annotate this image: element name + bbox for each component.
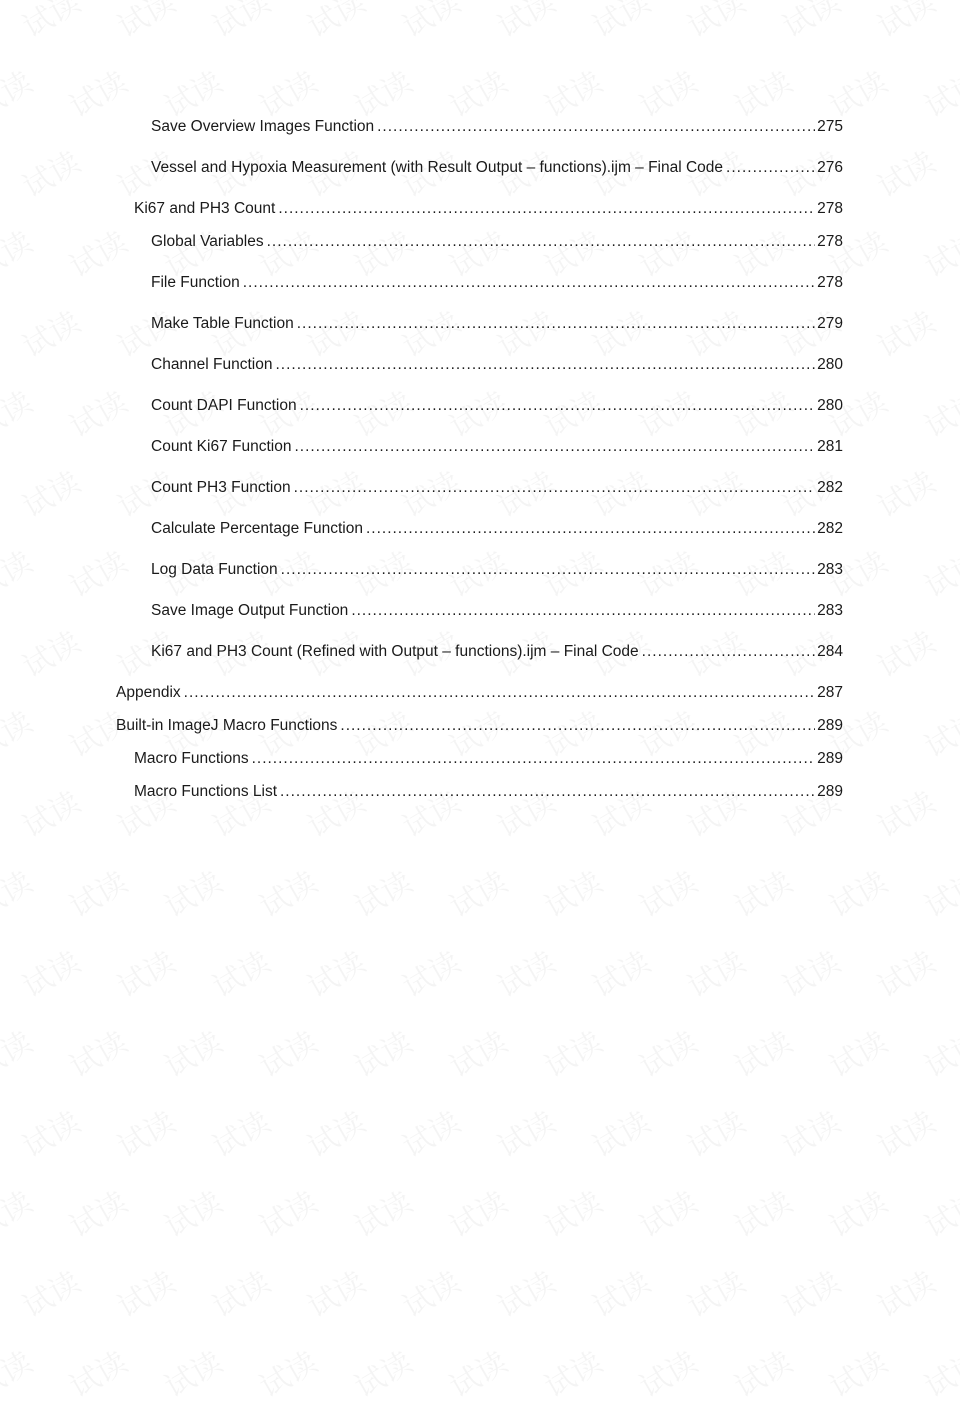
toc-entry-ki67-ph3-count[interactable] xyxy=(134,198,843,220)
watermark-text xyxy=(250,1338,324,1406)
watermark-text xyxy=(440,1018,514,1086)
watermark-text xyxy=(868,0,942,46)
watermark-text xyxy=(773,1258,847,1326)
watermark-text xyxy=(488,0,562,46)
toc-entry-title: Appendix xyxy=(116,684,181,701)
toc-entry-title: Make Table Function xyxy=(151,315,294,332)
watermark-text xyxy=(0,538,39,606)
toc-entry-count-ph3-function[interactable] xyxy=(151,477,843,499)
watermark-text xyxy=(155,1338,229,1406)
watermark-text xyxy=(0,1338,39,1406)
toc-entry-page: 283 xyxy=(817,561,843,578)
watermark-text xyxy=(773,1098,847,1166)
watermark-text xyxy=(203,1098,277,1166)
toc-entry-page: 289 xyxy=(817,717,843,734)
watermark-text xyxy=(13,938,87,1006)
watermark-text xyxy=(535,858,609,926)
toc-entry-macro-functions[interactable] xyxy=(134,748,843,770)
watermark-text xyxy=(60,538,134,606)
watermark-text xyxy=(678,938,752,1006)
toc-entry-count-ki67-function[interactable] xyxy=(151,436,843,458)
toc-entry-save-overview-images[interactable] xyxy=(151,116,843,138)
toc-entry-title: Ki67 and PH3 Count (Refined with Output – functions).ijm – Final Code xyxy=(151,643,639,660)
toc-entry-title: Macro Functions xyxy=(134,750,249,767)
watermark-text xyxy=(250,858,324,926)
toc-entry-log-data-function[interactable] xyxy=(151,559,843,581)
watermark-text xyxy=(108,0,182,46)
toc-dot-leader xyxy=(642,641,815,663)
watermark-text xyxy=(773,0,847,46)
toc-entry-page: 283 xyxy=(817,602,843,619)
toc-entry-vessel-hypoxia-final-code[interactable] xyxy=(151,157,843,179)
watermark-text xyxy=(440,1338,514,1406)
watermark-text xyxy=(630,1018,704,1086)
toc-entry-title: Vessel and Hypoxia Measurement (with Result Output – functions).ijm – Final Code xyxy=(151,159,724,176)
watermark-text xyxy=(203,0,277,46)
watermark-text xyxy=(298,938,372,1006)
toc-entry-page: 289 xyxy=(817,783,843,800)
watermark-text xyxy=(678,1258,752,1326)
watermark-text xyxy=(13,458,87,526)
toc-entry-page: 289 xyxy=(817,750,843,767)
watermark-text xyxy=(0,1178,39,1246)
toc-entry-page: 279 xyxy=(817,315,843,332)
watermark-text xyxy=(345,1018,419,1086)
watermark-text xyxy=(915,218,960,286)
toc-entry-page: 281 xyxy=(817,438,843,455)
toc-entry-title: Ki67 and PH3 Count xyxy=(134,200,276,217)
toc-dot-leader xyxy=(243,272,815,294)
toc-dot-leader xyxy=(366,518,815,540)
watermark-text xyxy=(868,778,942,846)
watermark-text xyxy=(345,1338,419,1406)
toc-dot-leader xyxy=(300,395,816,417)
watermark-text xyxy=(535,1338,609,1406)
watermark-text xyxy=(108,1258,182,1326)
toc-entry-make-table-function[interactable] xyxy=(151,313,843,335)
watermark-text xyxy=(535,1018,609,1086)
toc-dot-leader xyxy=(184,682,815,704)
watermark-text xyxy=(298,1098,372,1166)
watermark-text xyxy=(0,698,39,766)
toc-entry-page: 284 xyxy=(817,643,843,660)
watermark-text xyxy=(915,858,960,926)
watermark-text xyxy=(488,1258,562,1326)
toc-entry-page: 278 xyxy=(817,200,843,217)
toc-entry-ki67-ph3-final-code[interactable] xyxy=(151,641,843,663)
toc-entry-page: 287 xyxy=(817,684,843,701)
watermark-text xyxy=(13,1098,87,1166)
watermark-text xyxy=(13,138,87,206)
toc-dot-leader xyxy=(297,313,815,335)
watermark-text xyxy=(0,858,39,926)
watermark-text xyxy=(0,58,39,126)
watermark-text xyxy=(868,618,942,686)
watermark-text xyxy=(915,698,960,766)
toc-entry-title: Log Data Function xyxy=(151,561,278,578)
watermark-text xyxy=(678,1098,752,1166)
watermark-text xyxy=(820,1018,894,1086)
watermark-text xyxy=(203,938,277,1006)
toc-entry-title: Global Variables xyxy=(151,233,264,250)
toc-dot-leader xyxy=(252,748,816,770)
watermark-text xyxy=(13,1258,87,1326)
watermark-text xyxy=(250,1178,324,1246)
toc-entry-builtin-imagej-macro-functions[interactable] xyxy=(116,715,843,737)
watermark-text xyxy=(773,938,847,1006)
watermark-text xyxy=(535,1178,609,1246)
toc-entry-page: 275 xyxy=(817,118,843,135)
watermark-text xyxy=(488,1098,562,1166)
watermark-text xyxy=(0,378,39,446)
watermark-text xyxy=(108,1098,182,1166)
watermark-text xyxy=(393,938,467,1006)
toc-dot-leader xyxy=(281,559,815,581)
watermark-text xyxy=(13,298,87,366)
watermark-text xyxy=(13,618,87,686)
watermark-text xyxy=(915,378,960,446)
watermark-text xyxy=(203,1258,277,1326)
watermark-text xyxy=(868,138,942,206)
toc-entry-page: 280 xyxy=(817,356,843,373)
watermark-text xyxy=(868,1258,942,1326)
toc-entry-calculate-percentage-function[interactable] xyxy=(151,518,843,540)
toc-entry-page: 282 xyxy=(817,520,843,537)
toc-dot-leader xyxy=(340,715,815,737)
watermark-text xyxy=(868,298,942,366)
toc-dot-leader xyxy=(280,781,815,803)
watermark-text xyxy=(60,1018,134,1086)
watermark-text xyxy=(393,1098,467,1166)
watermark-text xyxy=(820,1338,894,1406)
watermark-text xyxy=(630,858,704,926)
watermark-text xyxy=(488,938,562,1006)
toc-entry-title: Save Overview Images Function xyxy=(151,118,375,135)
toc-entry-file-function[interactable] xyxy=(151,272,843,294)
toc-entry-macro-functions-list[interactable] xyxy=(134,781,843,803)
toc-dot-leader xyxy=(377,116,815,138)
watermark-text xyxy=(583,0,657,46)
watermark-text xyxy=(155,1178,229,1246)
toc-entry-page: 282 xyxy=(817,479,843,496)
watermark-text xyxy=(13,778,87,846)
watermark-text xyxy=(678,0,752,46)
toc-entry-title: Calculate Percentage Function xyxy=(151,520,363,537)
watermark-text xyxy=(0,1018,39,1086)
toc-dot-leader xyxy=(294,436,815,458)
watermark-text xyxy=(155,1018,229,1086)
toc-dot-leader xyxy=(351,600,815,622)
watermark-text xyxy=(630,1338,704,1406)
toc-entry-title: Macro Functions List xyxy=(134,783,277,800)
toc-entry-title: File Function xyxy=(151,274,240,291)
toc-entry-title: Count DAPI Function xyxy=(151,397,297,414)
toc-entry-channel-function[interactable] xyxy=(151,354,843,376)
watermark-text xyxy=(725,1338,799,1406)
toc-dot-leader xyxy=(267,231,816,253)
toc-entry-count-dapi-function[interactable] xyxy=(151,395,843,417)
watermark-text xyxy=(630,1178,704,1246)
watermark-text xyxy=(60,378,134,446)
watermark-text xyxy=(298,0,372,46)
watermark-text xyxy=(345,1178,419,1246)
watermark-text xyxy=(915,1018,960,1086)
watermark-text xyxy=(13,0,87,46)
watermark-text xyxy=(915,1178,960,1246)
toc-dot-leader xyxy=(276,354,816,376)
watermark-text xyxy=(108,938,182,1006)
watermark-text xyxy=(725,1178,799,1246)
watermark-text xyxy=(868,458,942,526)
watermark-text xyxy=(583,1098,657,1166)
toc-entry-title: Count Ki67 Function xyxy=(151,438,292,455)
watermark-text xyxy=(915,58,960,126)
watermark-text xyxy=(868,938,942,1006)
toc-entry-global-variables[interactable] xyxy=(151,231,843,253)
toc-entry-title: Built-in ImageJ Macro Functions xyxy=(116,717,338,734)
toc-entry-title: Channel Function xyxy=(151,356,273,373)
watermark-text xyxy=(0,218,39,286)
watermark-text xyxy=(868,1098,942,1166)
watermark-text xyxy=(393,0,467,46)
watermark-text xyxy=(250,1018,324,1086)
toc-entry-page: 278 xyxy=(817,233,843,250)
toc-dot-leader xyxy=(726,157,815,179)
toc-dot-leader xyxy=(294,477,816,499)
watermark-text xyxy=(583,938,657,1006)
toc-entry-title: Count PH3 Function xyxy=(151,479,291,496)
watermark-text xyxy=(60,218,134,286)
toc-dot-leader xyxy=(278,198,815,220)
watermark-text xyxy=(440,1178,514,1246)
watermark-text xyxy=(915,1338,960,1406)
watermark-text xyxy=(440,858,514,926)
watermark-text xyxy=(60,1178,134,1246)
watermark-text xyxy=(915,538,960,606)
toc-entry-title: Save Image Output Function xyxy=(151,602,349,619)
toc-entry-appendix[interactable] xyxy=(116,682,843,704)
watermark-text xyxy=(60,1338,134,1406)
watermark-text xyxy=(820,858,894,926)
toc-entry-save-image-output-function[interactable] xyxy=(151,600,843,622)
watermark-text xyxy=(725,858,799,926)
watermark-text xyxy=(60,858,134,926)
watermark-text xyxy=(60,58,134,126)
toc-entry-page: 278 xyxy=(817,274,843,291)
watermark-text xyxy=(345,858,419,926)
watermark-text xyxy=(298,1258,372,1326)
watermark-text xyxy=(155,858,229,926)
watermark-text xyxy=(393,1258,467,1326)
watermark-text xyxy=(583,1258,657,1326)
watermark-text xyxy=(820,1178,894,1246)
watermark-text xyxy=(725,1018,799,1086)
toc-entry-page: 276 xyxy=(817,159,843,176)
toc-entry-page: 280 xyxy=(817,397,843,414)
